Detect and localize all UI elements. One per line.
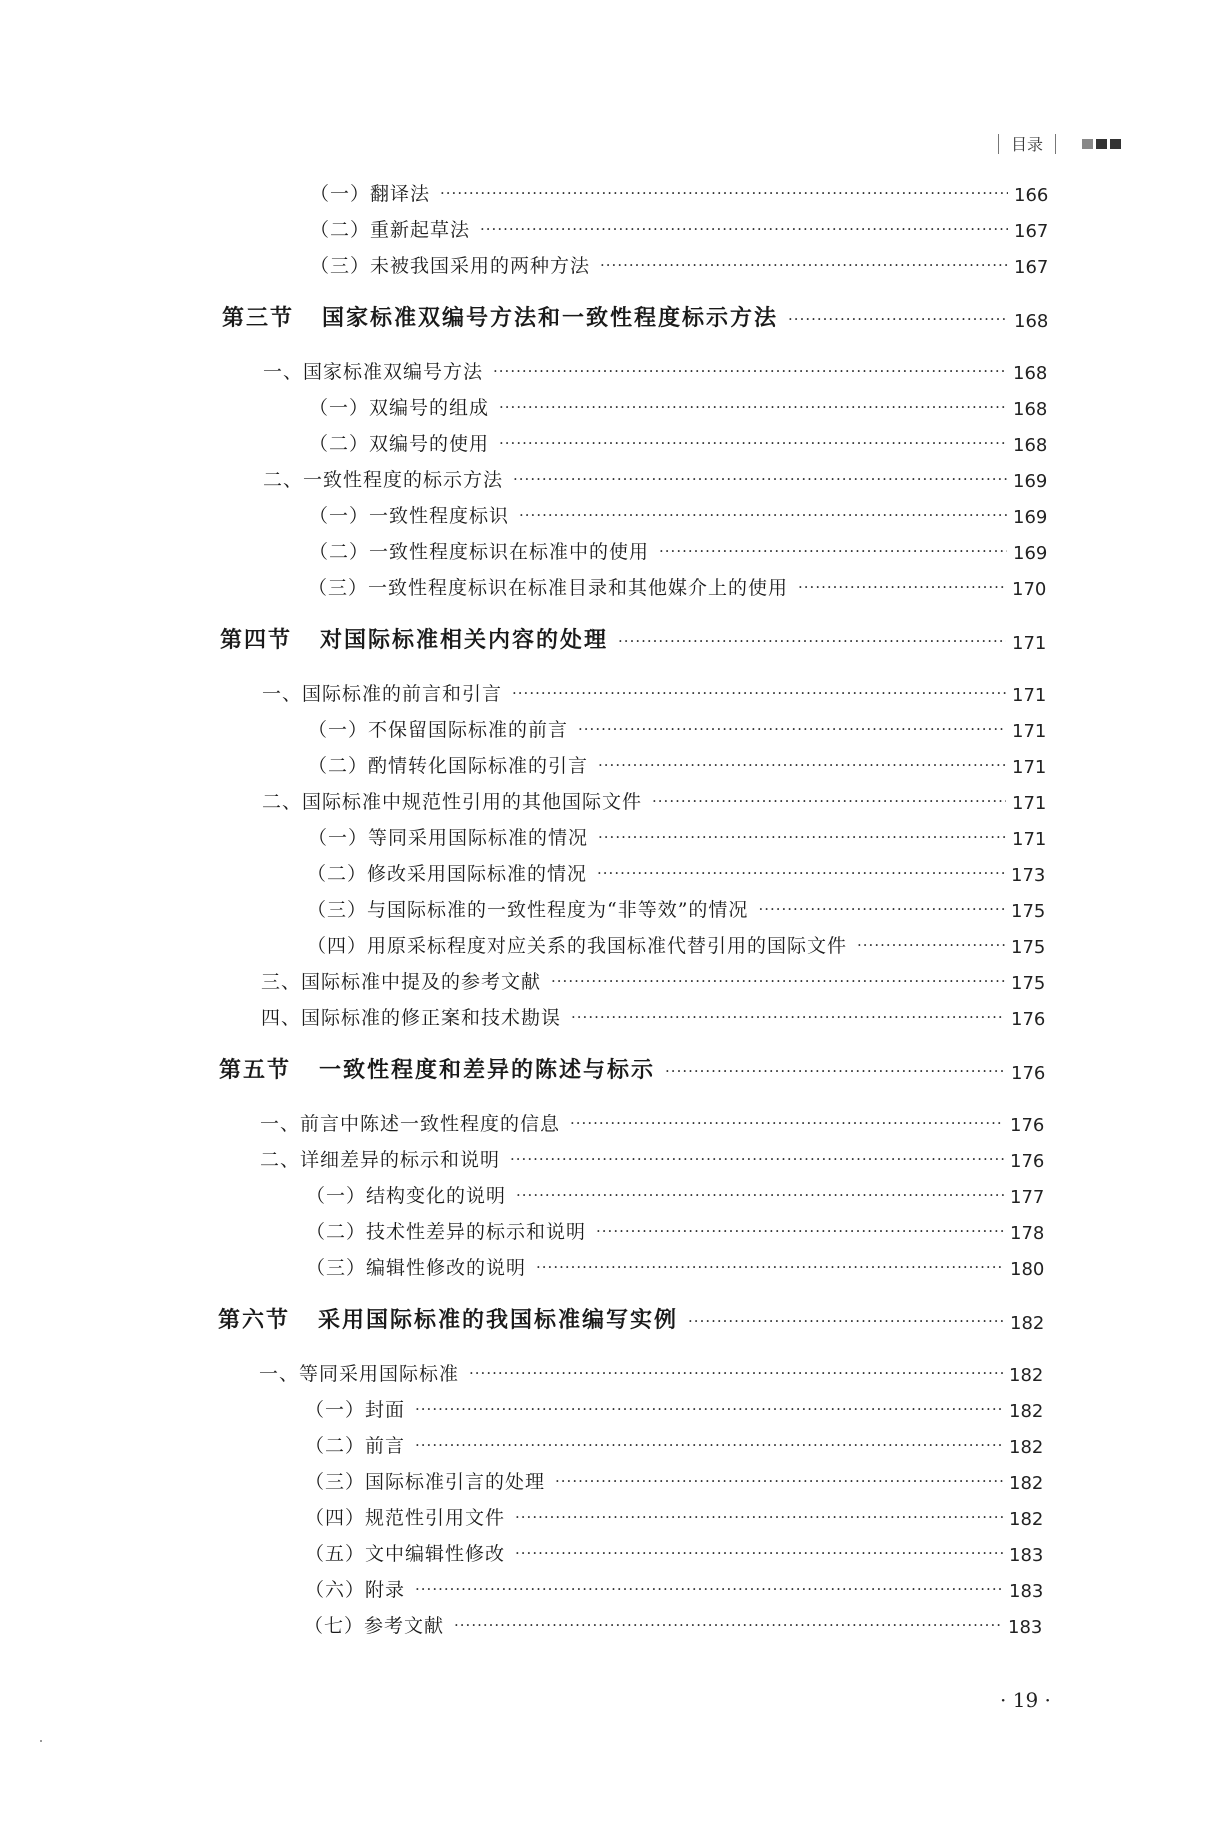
toc-page-number: 176: [1010, 1151, 1045, 1172]
toc-entry: [260, 1142, 1044, 1172]
toc-entry-title: （二）技术性差异的标示和说明: [306, 1221, 587, 1243]
toc-page-number: 175: [1011, 901, 1046, 922]
dot-leader: [536, 1258, 1004, 1276]
toc-entry: [305, 1464, 1043, 1494]
toc-entry: [309, 426, 1047, 456]
dot-leader: [415, 1400, 1003, 1418]
dot-leader: [440, 184, 1008, 202]
toc-entry: [262, 676, 1046, 706]
scan-speck: [40, 1740, 42, 1742]
toc-page-number: 178: [1010, 1223, 1045, 1244]
toc-entry: [260, 1106, 1044, 1136]
toc-entry-title: 一、国家标准双编号方法: [263, 361, 484, 383]
toc-section-heading: [222, 302, 1048, 332]
toc-entry: [309, 390, 1047, 420]
section-title: 国家标准双编号方法和一致性程度标示方法: [322, 306, 779, 331]
toc-page-number: 171: [1012, 757, 1047, 778]
toc-entry: [306, 1250, 1044, 1280]
header-decoration-icon: [1082, 139, 1121, 149]
dot-leader: [513, 470, 1007, 488]
toc-entry: [259, 1356, 1043, 1386]
section-number: 第五节: [219, 1058, 292, 1083]
toc-entry: [261, 964, 1045, 994]
toc-entry-title: （二）重新起草法: [310, 219, 471, 241]
toc-page-number: 176: [1010, 1115, 1045, 1136]
section-number: 第三节: [222, 306, 295, 331]
dot-leader: [454, 1616, 1002, 1634]
toc-page-number: 183: [1009, 1581, 1044, 1602]
dot-leader: [758, 900, 1005, 918]
toc-entry: [262, 784, 1046, 814]
dot-leader: [798, 578, 1006, 596]
toc-entry: [310, 176, 1048, 206]
toc-entry-title: （四）用原采标程度对应关系的我国标准代替引用的国际文件: [307, 935, 848, 957]
section-number: 第四节: [220, 628, 293, 653]
toc-entry-title: 一、国际标准的前言和引言: [262, 683, 503, 705]
toc-entry-title: （四）规范性引用文件: [305, 1507, 506, 1529]
toc-page-number: 173: [1011, 865, 1046, 886]
toc-page-number: 166: [1014, 185, 1049, 206]
toc-entry-title: [222, 301, 778, 332]
toc-entry-title: （六）附录: [305, 1579, 406, 1601]
toc-page-number: 176: [1011, 1063, 1046, 1084]
dot-leader: [578, 720, 1006, 738]
toc-entry-title: （二）双编号的使用: [309, 433, 490, 455]
dot-leader: [570, 1114, 1004, 1132]
toc-page-number: 169: [1013, 471, 1048, 492]
toc-entry: [305, 1536, 1043, 1566]
section-title: 采用国际标准的我国标准编写实例: [318, 1308, 679, 1333]
dot-leader: [512, 684, 1006, 702]
toc-entry-title: （一）封面: [305, 1399, 406, 1421]
toc-entry: [310, 212, 1048, 242]
dot-leader: [415, 1580, 1003, 1598]
dot-leader: [493, 362, 1007, 380]
toc-entry: [307, 856, 1045, 886]
toc-entry: [304, 1608, 1042, 1638]
dot-leader: [515, 1508, 1003, 1526]
toc-section-heading: [219, 1054, 1045, 1084]
toc-page-number: 175: [1011, 937, 1046, 958]
toc-entry-title: （二）一致性程度标识在标准中的使用: [309, 541, 650, 563]
toc-page-number: 171: [1012, 685, 1047, 706]
dot-leader: [516, 1186, 1004, 1204]
toc-entry-title: （三）编辑性修改的说明: [306, 1257, 527, 1279]
toc-entry-title: （一）不保留国际标准的前言: [308, 719, 569, 741]
toc-entry-title: （一）结构变化的说明: [306, 1185, 507, 1207]
dot-leader: [499, 434, 1007, 452]
toc-page-number: 180: [1010, 1259, 1045, 1280]
toc-entry: [307, 892, 1045, 922]
toc-entry: [308, 712, 1046, 742]
toc-page-number: 168: [1014, 311, 1049, 332]
toc-page-number: 171: [1012, 829, 1047, 850]
toc-page-number: 168: [1013, 363, 1048, 384]
dot-leader: [665, 1062, 1005, 1080]
dot-leader: [415, 1436, 1003, 1454]
toc-page-number: 182: [1009, 1509, 1044, 1530]
toc-page-number: 168: [1013, 435, 1048, 456]
toc-entry: [309, 534, 1047, 564]
dot-leader: [688, 1312, 1004, 1330]
toc-entry-title: （五）文中编辑性修改: [305, 1543, 506, 1565]
toc-entry-title: 一、前言中陈述一致性程度的信息: [260, 1113, 561, 1135]
toc-page-number: 182: [1009, 1473, 1044, 1494]
toc-entry: [305, 1572, 1043, 1602]
header-divider-right: [1055, 134, 1056, 154]
toc-page-number: 169: [1013, 507, 1048, 528]
toc-entry: [309, 498, 1047, 528]
dot-leader: [469, 1364, 1003, 1382]
page-number: · 19 ·: [1000, 1688, 1051, 1712]
toc-entry-title: （二）修改采用国际标准的情况: [307, 863, 588, 885]
toc-entry-title: 一、等同采用国际标准: [259, 1363, 460, 1385]
toc-section-heading: [220, 624, 1046, 654]
dot-leader: [598, 828, 1006, 846]
toc-entry-title: [220, 623, 608, 654]
toc-entry: [305, 1428, 1043, 1458]
dot-leader: [598, 756, 1006, 774]
dot-leader: [515, 1544, 1003, 1562]
toc-entry-title: （三）与国际标准的一致性程度为“非等效”的情况: [307, 899, 749, 921]
toc-entry-title: 四、国际标准的修正案和技术勘误: [261, 1007, 562, 1029]
toc-entry-title: （一）双编号的组成: [309, 397, 490, 419]
toc-page-number: 171: [1012, 793, 1047, 814]
toc-entry-title: （三）一致性程度标识在标准目录和其他媒介上的使用: [308, 577, 789, 599]
dot-leader: [571, 1008, 1005, 1026]
toc-page-number: 167: [1014, 257, 1049, 278]
toc-entry-title: [219, 1053, 655, 1084]
section-title: 对国际标准相关内容的处理: [320, 628, 609, 653]
toc-entry-title: 三、国际标准中提及的参考文献: [261, 971, 542, 993]
toc-entry-title: （一）一致性程度标识: [309, 505, 510, 527]
toc-page-number: 182: [1009, 1365, 1044, 1386]
toc-page-number: 182: [1009, 1401, 1044, 1422]
toc-page-number: 183: [1008, 1617, 1043, 1638]
toc-entry-title: 二、一致性程度的标示方法: [263, 469, 504, 491]
toc-page-number: 171: [1012, 633, 1047, 654]
toc-page-number: 171: [1012, 721, 1047, 742]
dot-leader: [597, 864, 1005, 882]
header-divider-left: [998, 134, 999, 154]
dot-leader: [555, 1472, 1003, 1490]
toc-page-number: 169: [1013, 543, 1048, 564]
running-header: [986, 132, 1121, 155]
dot-leader: [519, 506, 1007, 524]
toc-page-number: 170: [1012, 579, 1047, 600]
toc-entry-title: （二）酌情转化国际标准的引言: [308, 755, 589, 777]
toc-page-number: 182: [1009, 1437, 1044, 1458]
dot-leader: [788, 310, 1008, 328]
dot-leader: [652, 792, 1006, 810]
section-number: 第六节: [218, 1308, 291, 1333]
dot-leader: [857, 936, 1005, 954]
dot-leader: [600, 256, 1008, 274]
dot-leader: [480, 220, 1008, 238]
toc-entry: [307, 928, 1045, 958]
toc-entry-title: （一）等同采用国际标准的情况: [308, 827, 589, 849]
toc-entry-title: （七）参考文献: [304, 1615, 445, 1637]
dot-leader: [618, 632, 1006, 650]
toc-section-heading: [218, 1304, 1044, 1334]
toc-entry: [261, 1000, 1045, 1030]
toc-page-number: 177: [1010, 1187, 1045, 1208]
toc-page-number: 176: [1011, 1009, 1046, 1030]
toc-entry: [305, 1392, 1043, 1422]
toc-entry-title: [218, 1303, 678, 1334]
toc-page-number: 182: [1010, 1313, 1045, 1334]
dot-leader: [499, 398, 1007, 416]
toc-entry: [308, 748, 1046, 778]
toc-entry: [308, 570, 1046, 600]
toc-entry-title: （三）未被我国采用的两种方法: [310, 255, 591, 277]
toc-entry: [306, 1178, 1044, 1208]
toc-entry: [308, 820, 1046, 850]
toc-entry-title: 二、国际标准中规范性引用的其他国际文件: [262, 791, 643, 813]
dot-leader: [659, 542, 1007, 560]
toc-entry: [263, 354, 1047, 384]
toc-entry: [306, 1214, 1044, 1244]
dot-leader: [510, 1150, 1004, 1168]
toc-page-number: 167: [1014, 221, 1049, 242]
dot-leader: [551, 972, 1005, 990]
toc-entry-title: （二）前言: [305, 1435, 406, 1457]
toc-entry-title: （三）国际标准引言的处理: [305, 1471, 546, 1493]
toc-page-number: 175: [1011, 973, 1046, 994]
header-label: 目录: [1010, 135, 1043, 154]
toc-entry: [310, 248, 1048, 278]
toc-page-number: 168: [1013, 399, 1048, 420]
toc-entry: [263, 462, 1047, 492]
toc-entry: [305, 1500, 1043, 1530]
section-title: 一致性程度和差异的陈述与标示: [319, 1058, 656, 1083]
toc-entry-title: 二、详细差异的标示和说明: [260, 1149, 501, 1171]
dot-leader: [596, 1222, 1004, 1240]
toc-entry-title: （一）翻译法: [310, 183, 431, 205]
toc-page-number: 183: [1009, 1545, 1044, 1566]
